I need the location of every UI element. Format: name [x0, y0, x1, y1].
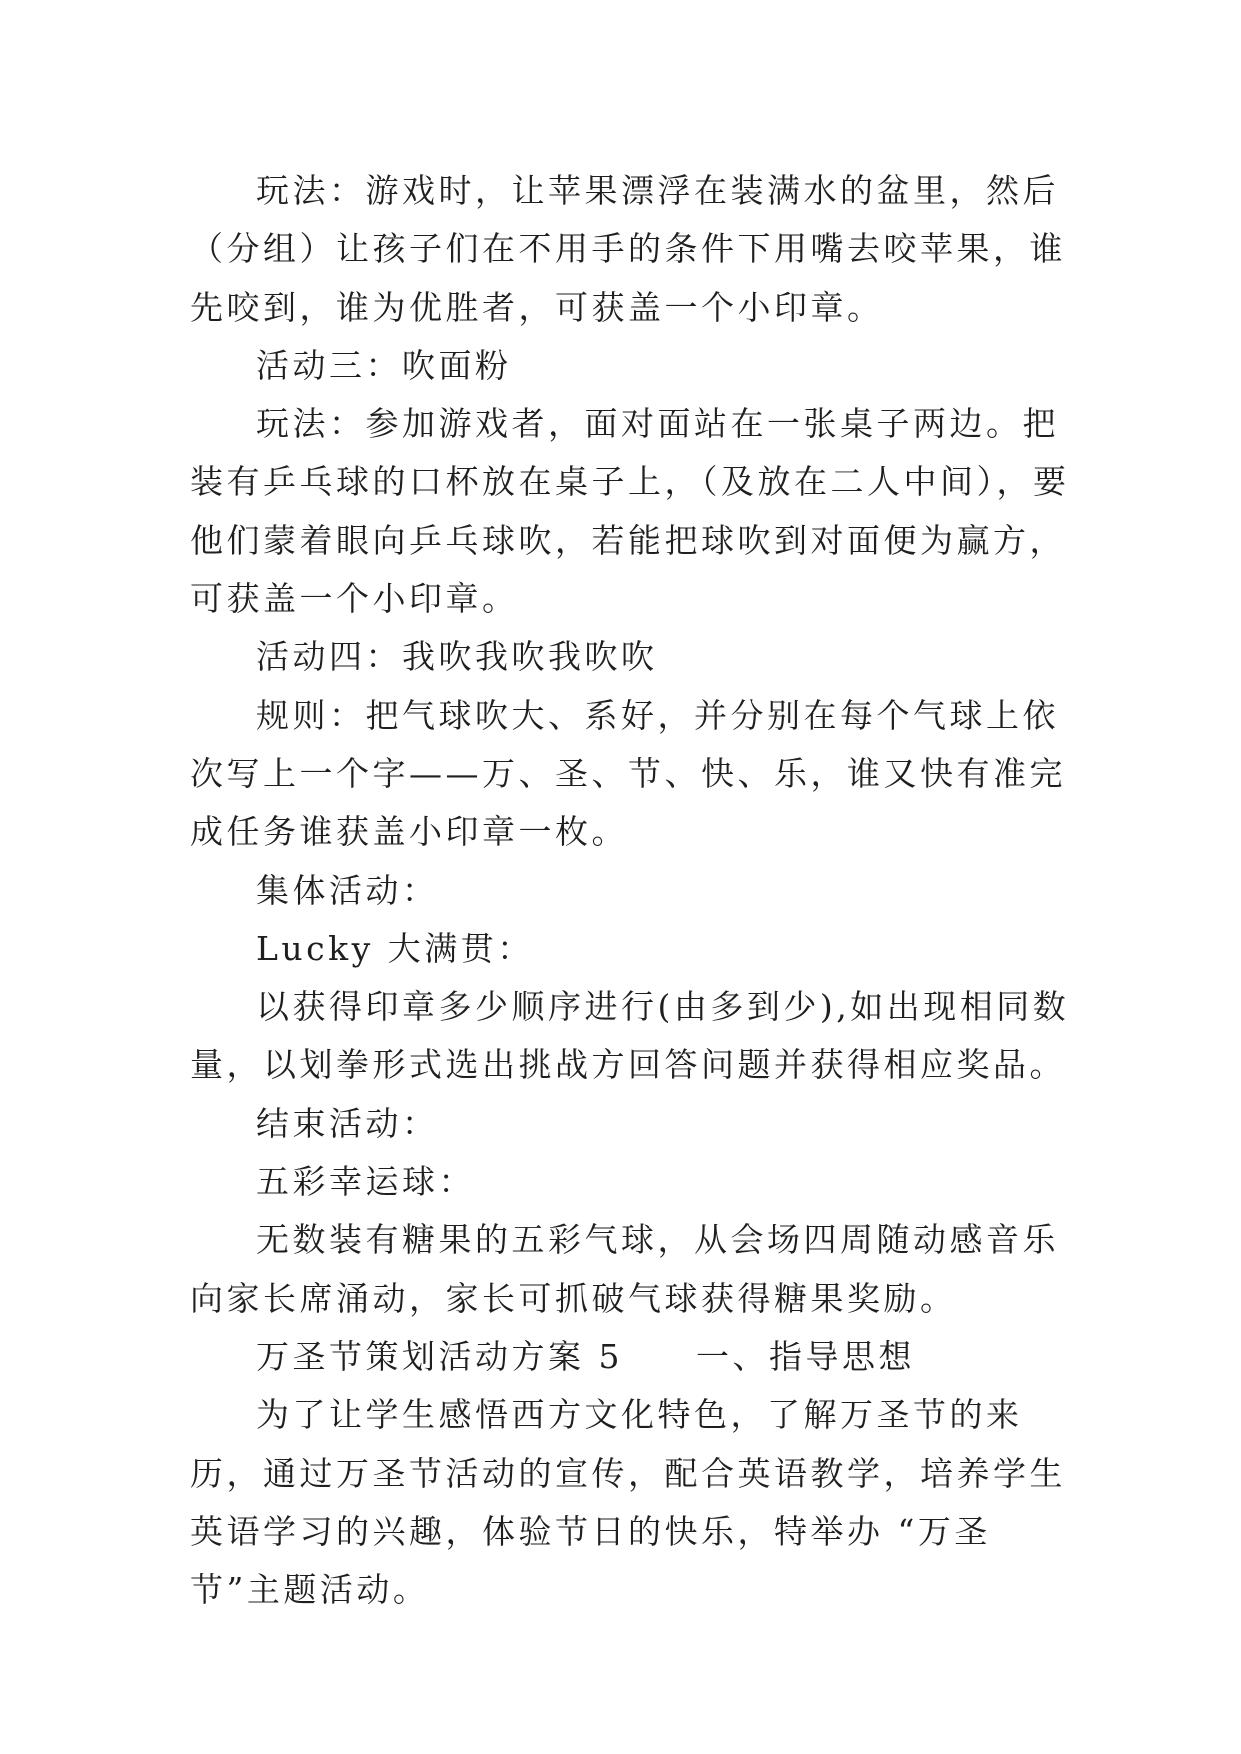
paragraph-lucky-slam-rules: 以获得印章多少顺序进行(由多到少),如出现相同数量，以划拳形式选出挑战方回答问题并获得相应奖品。	[190, 987, 1070, 1085]
heading-group-activity: 集体活动：	[256, 870, 439, 910]
paragraph-guiding-thought: 为了让学生感悟西方文化特色，了解万圣节的来历，通过万圣节活动的宣传，配合英语教学，培养学生英语学习的兴趣，体验节日的快乐，特举办 “万圣节”主题活动。	[190, 1395, 1066, 1610]
heading-activity-three: 活动三：吹面粉	[256, 345, 512, 385]
heading-lucky-slam: Lucky 大满贯：	[256, 928, 534, 968]
paragraph-flour-game-rules: 玩法：参加游戏者，面对面站在一张桌子两边。把装有乒乓球的口杯放在桌子上，（及放在二人中间），要他们蒙着眼向乒乓球吹，若能把球吹到对面便为赢方，可获盖一个小印章。	[190, 404, 1070, 619]
paragraph-lucky-ball-description: 无数装有糖果的五彩气球，从会场四周随动感音乐向家长席涌动，家长可抓破气球获得糖果奖励。	[190, 1220, 1059, 1318]
document-body	[190, 162, 1070, 1619]
heading-activity-four: 活动四：我吹我吹我吹吹	[256, 637, 658, 677]
heading-closing-activity: 结束活动：	[256, 1103, 439, 1143]
heading-plan-5-guiding-thought: 万圣节策划活动方案 5 一、指导思想	[256, 1336, 915, 1376]
paragraph-apple-game-rules: 玩法：游戏时，让苹果漂浮在装满水的盆里，然后（分组）让孩子们在不用手的条件下用嘴去咬苹果，谁先咬到，谁为优胜者，可获盖一个小印章。	[190, 171, 1066, 327]
paragraph-balloon-rules: 规则：把气球吹大、系好，并分别在每个气球上依次写上一个字——万、圣、节、快、乐，谁又快有准完成任务谁获盖小印章一枚。	[190, 695, 1066, 852]
heading-lucky-ball: 五彩幸运球：	[256, 1162, 475, 1202]
